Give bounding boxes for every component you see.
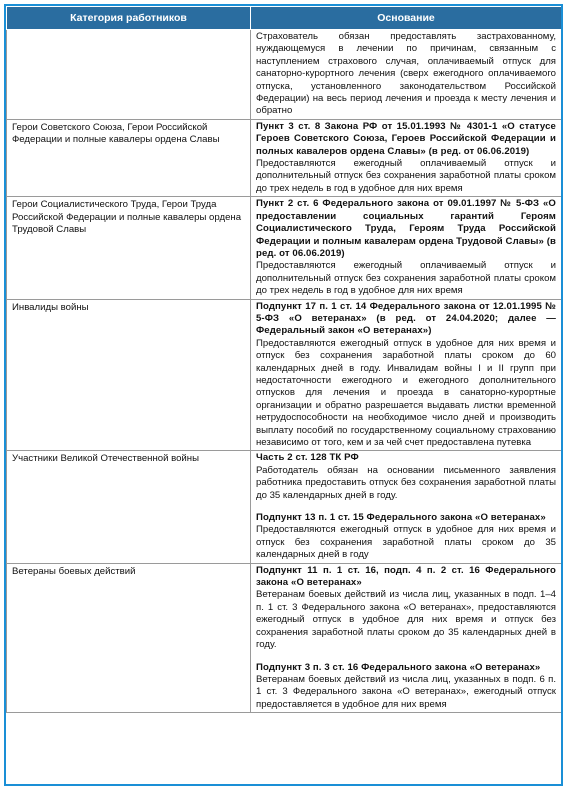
header-category: Категория работников <box>7 7 251 30</box>
table-row <box>7 119 562 196</box>
law-reference: Пункт 2 ст. 6 Федерального закона от 09.01.1997 № 5-ФЗ «О предоставлении социальных гарантий Героям Социалистического Труда, Героям Труда Российской Федерации и полным кавалерам ордена Трудовой Славы» (в ред. от 06.06.2019) <box>256 198 556 259</box>
table-row <box>7 299 562 451</box>
basis-text: Ветеранам боевых действий из числа лиц, указанных в подп. 6 п. 1 ст. 3 Федерального закона «О ветеранах», ежегодный отпуск предоставляется в удобное для них время <box>256 673 556 710</box>
basis-text: Работодатель обязан на основании письменного заявления работника предоставить отпуск без сохранения заработной платы до 35 календарных дней в году. <box>256 464 556 501</box>
table-frame <box>4 4 563 786</box>
table-row <box>7 30 562 120</box>
law-reference: Подпункт 17 п. 1 ст. 14 Федерального закона от 12.01.1995 № 5-ФЗ «О ветеранах» (в ред. от 24.04.2020; далее — Федеральный закон «О ветеранах») <box>256 300 556 337</box>
law-reference: Пункт 3 ст. 8 Закона РФ от 15.01.1993 № 4301-1 «О статусе Героев Советского Союза, Героев Российской Федерации и полных кавалеров ордена Славы» (в ред. от 06.06.2019) <box>256 120 556 157</box>
basis-cell <box>251 563 562 712</box>
law-reference: Подпункт 3 п. 3 ст. 16 Федерального закона «О ветеранах» <box>256 661 541 673</box>
basis-text: Предоставляются ежегодный отпуск в удобное для них время и отпуск без сохранения заработной платы сроком до 35 календарных дней в году <box>256 524 556 561</box>
category-cell: Герои Социалистического Труда, Герои Труда Российской Федерации и полные кавалеры ордена Трудовой Славы <box>7 197 251 299</box>
basis-cell <box>251 197 562 299</box>
law-reference: Подпункт 11 п. 1 ст. 16, подп. 4 п. 2 ст. 16 Федерального закона «О ветеранах» <box>256 564 556 589</box>
block-spacer <box>256 502 556 512</box>
law-reference: Подпункт 13 п. 1 ст. 15 Федерального закона «О ветеранах» <box>256 512 546 524</box>
basis-cell <box>251 119 562 196</box>
basis-text: Предоставляются ежегодный оплачиваемый отпуск и дополнительный отпуск без сохранения заработной платы сроком до трех недель в год в удобное для них время <box>256 158 556 194</box>
block-spacer <box>256 652 556 662</box>
table-row <box>7 563 562 712</box>
header-basis: Основание <box>251 7 562 30</box>
basis-text: Страхователь обязан предоставлять застрахованному, нуждающемуся в лечении по причинам, связанным с наступлением страхового случая, оплачиваемый отпуск для санаторно-курортного лечения (сверх ежегодного оплачиваемого отпуска, установленного законодательством Российской Федерации) на весь период лечения и проезда к месту лечения и обратно <box>256 31 556 117</box>
category-cell: Ветераны боевых действий <box>7 563 251 712</box>
basis-cell <box>251 30 562 120</box>
table-row <box>7 451 562 563</box>
table-row <box>7 197 562 299</box>
basis-text: Ветеранам боевых действий из числа лиц, указанных в подп. 1–4 п. 1 ст. 3 Федерального закона «О ветеранах», предоставляются ежегодный отпуск в удобное для них время и отпуск без сохранения заработной платы сроком до 35 календарных дней в году. <box>256 589 556 651</box>
law-reference: Часть 2 ст. 128 ТК РФ <box>256 452 359 464</box>
basis-cell <box>251 299 562 451</box>
category-cell <box>7 30 251 120</box>
table-header-row <box>7 7 562 30</box>
basis-text: Предоставляются ежегодный отпуск в удобное для них время и отпуск без сохранения заработной платы сроком до 60 календарных дней в году. Инвалидам войны I и II групп при недостаточности ежегодного и ежегодного дополнительного отпусков для лечения и проезда в санаторно-курортные организации и обратно разрешается выдавать листки временной нетрудоспособности на необходимое число дней и производить выплату пособий по государственному социальному страхованию независимо от того, кем и за чей счет предоставлена путевка <box>256 337 556 448</box>
category-cell: Инвалиды войны <box>7 299 251 451</box>
category-cell: Герои Советского Союза, Герои Российской Федерации и полные кавалеры ордена Славы <box>7 119 251 196</box>
basis-text: Предоставляются ежегодный оплачиваемый отпуск и дополнительный отпуск без сохранения заработной платы сроком до трех недель в год в удобное для них время <box>256 260 556 297</box>
basis-cell <box>251 451 562 563</box>
benefits-table <box>6 6 562 713</box>
category-cell: Участники Великой Отечественной войны <box>7 451 251 563</box>
